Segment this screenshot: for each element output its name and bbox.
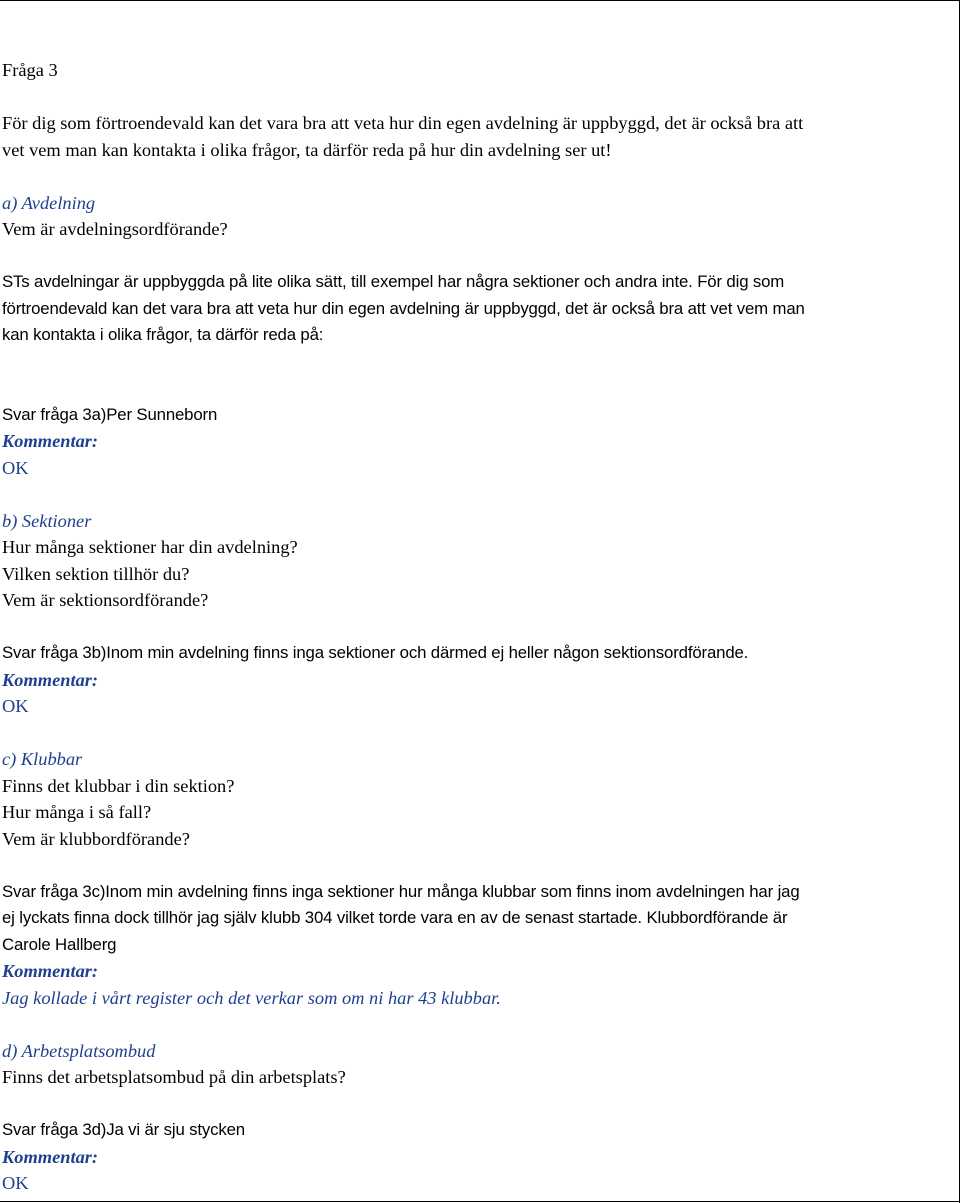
section-d-comment-label: Kommentar: bbox=[2, 1146, 99, 1167]
section-b-comment-label: Kommentar: bbox=[2, 669, 99, 690]
section-d-comment: OK bbox=[2, 1173, 29, 1193]
document-page bbox=[2, 57, 952, 1197]
section-c-comment: Jag kollade i vårt register och det verkar som om ni har 43 klubbar. bbox=[2, 987, 501, 1008]
section-a-comment-label: Kommentar: bbox=[2, 431, 99, 451]
section-c-answer-line-3: Carole Hallberg bbox=[2, 934, 117, 954]
section-c-title: c) Klubbar bbox=[2, 749, 83, 769]
section-b-question-2: Vilken sektion tillhör du? bbox=[2, 563, 190, 584]
section-d-question: Finns det arbetsplatsombud på din arbetsplats? bbox=[2, 1067, 346, 1087]
question-heading: Fråga 3 bbox=[2, 60, 58, 80]
intro-line-1: För dig som förtroendevald kan det vara bra att veta hur din egen avdelning är uppbyggd, det är också bra att bbox=[2, 113, 804, 133]
section-b-question-3: Vem är sektionsordförande? bbox=[2, 590, 209, 610]
section-a-info-line-2: förtroendevald kan det vara bra att veta hur din egen avdelning är uppbyggd, det är också bra att vet vem man bbox=[2, 298, 805, 318]
section-c-question-1: Finns det klubbar i din sektion? bbox=[2, 775, 235, 796]
section-c-question-3: Vem är klubbordförande? bbox=[2, 828, 190, 849]
section-c-comment-label: Kommentar: bbox=[2, 961, 99, 981]
section-c-question-2: Hur många i så fall? bbox=[2, 802, 152, 822]
intro-line-2: vet vem man kan kontakta i olika frågor, ta därför reda på hur din avdelning ser ut! bbox=[2, 139, 612, 160]
section-a-title: a) Avdelning bbox=[2, 192, 96, 213]
section-a-answer: Svar fråga 3a)Per Sunneborn bbox=[2, 404, 218, 424]
section-c-answer-line-1: Svar fråga 3c)Inom min avdelning finns inga sektioner hur många klubbar som finns inom avdelningen har jag bbox=[2, 881, 800, 901]
section-b-question-1: Hur många sektioner har din avdelning? bbox=[2, 537, 298, 557]
page-border-top bbox=[0, 0, 960, 1]
section-b-title: b) Sektioner bbox=[2, 510, 92, 531]
section-a-info-line-3: kan kontakta i olika frågor, ta därför reda på: bbox=[2, 325, 324, 344]
section-b-answer: Svar fråga 3b)Inom min avdelning finns inga sektioner och därmed ej heller någon sektionsordförande. bbox=[2, 643, 749, 662]
section-a-question: Vem är avdelningsordförande? bbox=[2, 219, 228, 239]
page-border-bottom bbox=[0, 1201, 960, 1202]
section-d-answer: Svar fråga 3d)Ja vi är sju stycken bbox=[2, 1120, 245, 1139]
section-a-info-line-1: STs avdelningar är uppbyggda på lite olika sätt, till exempel har några sektioner och andra inte. För dig som bbox=[2, 272, 785, 291]
section-b-comment: OK bbox=[2, 696, 29, 716]
section-a-comment: OK bbox=[2, 457, 29, 478]
section-c-answer-line-2: ej lyckats finna dock tillhör jag själv klubb 304 vilket torde vara en av de senast startade. Klubbordförande är bbox=[2, 908, 788, 927]
section-d-title: d) Arbetsplatsombud bbox=[2, 1040, 156, 1061]
